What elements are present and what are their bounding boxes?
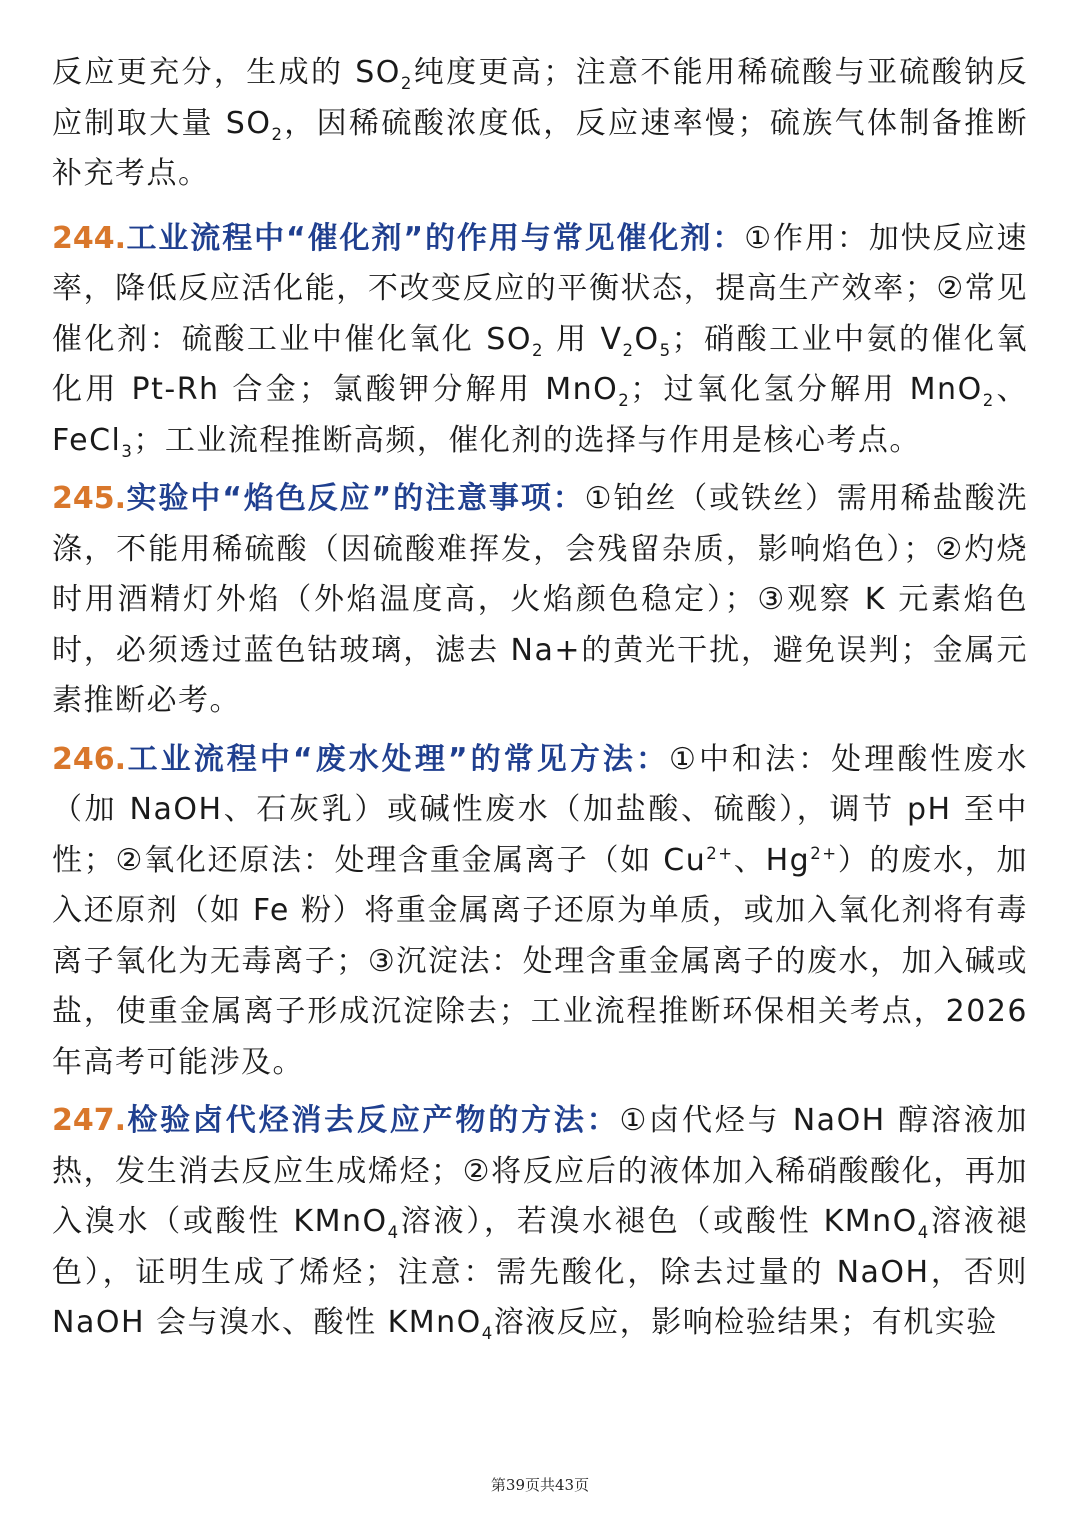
item-number: 245. — [52, 481, 127, 516]
item-245: 245.实验中“焰色反应”的注意事项：①铂丝（或铁丝）需用稀盐酸洗涤，不能用稀硫酸（因硫酸难挥发，会残留杂质，影响焰色）；②灼烧时用酒精灯外焰（外焰温度高，火焰颜色稳定）；③观察 K 元素焰色时，必须透过蓝色钴玻璃，滤去 Na+的黄光干扰，避免误判；金属元素推断必考。 — [52, 481, 1028, 718]
item-number: 247. — [52, 1103, 127, 1138]
item-title: 检验卤代烃消去反应产物的方法： — [126, 1103, 620, 1138]
item-title: 实验中“焰色反应”的注意事项： — [126, 481, 585, 516]
item-247: 247.检验卤代烃消去反应产物的方法：①卤代烃与 NaOH 醇溶液加热，发生消去反应生成烯烃；②将反应后的液体加入稀硝酸酸化，再加入溴水（或酸性 KMnO$_4$溶液），若溴水褪色（或酸性 KMnO$_4$溶液褪色），证明生成了烯烃；注意：需先酸化，除去过量的 NaOH，否则 NaOH 会与溴水、酸性 KMnO$_4$溶液反应，影响检验结果；有机实验 — [52, 1103, 1029, 1343]
item-number: 246. — [52, 741, 127, 777]
item-244: 244.工业流程中“催化剂”的作用与常见催化剂：①作用：加快反应速率，降低反应活化能，不改变反应的平衡状态，提高生产效率；②常见催化剂：硫酸工业中催化氧化 $SO_2$ 用 $V_2O_5$；硝酸工业中氨的催化氧化用 Pt-Rh 合金；氯酸钾分解用 MnO$_2$；过氧化氢分解用 MnO$_2$、FeCl$_3$；工业流程推断高频，催化剂的选择与作用是核心考点。 — [52, 220, 1029, 461]
item-title: 工业流程中“催化剂”的作用与常见催化剂： — [126, 220, 745, 256]
item-246: 246.工业流程中“废水处理”的常见方法：①中和法：处理酸性废水（加 NaOH、石灰乳）或碱性废水（加盐酸、硫酸），调节 pH 至中性；②氧化还原法：处理含重金属离子（如 $Cu^{2+}$、$Hg^{2+}$）的废水，加入还原剂（如 Fe 粉）将重金属离子还原为单质，或加入氧化剂将有毒离子氧化为无毒离子；③沉淀法：处理含重金属离子的废水，加入碱或盐，使重金属离子形成沉淀除去；工业流程推断环保相关考点，2026 年高考可能涉及。 — [52, 741, 1028, 1080]
page-footer: 第39页共43页 — [490, 1476, 590, 1494]
item-title: 工业流程中“废水处理”的常见方法： — [126, 741, 670, 777]
intro-paragraph: 反应更充分，生成的 $SO_2$纯度更高；注意不能用稀硫酸与亚硫酸钠反应制取大量 $SO_2$，因稀硫酸浓度低，反应速率慢；硫族气体制备推断补充考点。 — [52, 55, 1028, 191]
item-number: 244. — [52, 220, 127, 256]
